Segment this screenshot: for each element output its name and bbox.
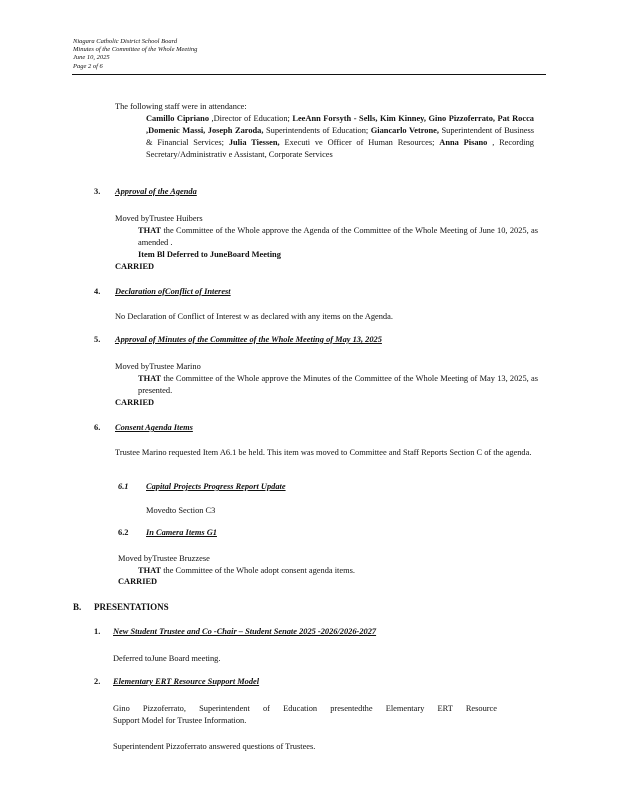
item-5-motion	[138, 373, 538, 397]
section-b-title: PRESENTATIONS	[94, 602, 169, 612]
attendance-superintendents: LeeAnn Forsyth - Sells, Kim Kinney, Gino Pizzoferrato, Pat Rocca ,Domenic Massi, Joseph Zaroda,	[146, 114, 534, 135]
attendance-text: ,Director of Education;	[209, 114, 293, 123]
item-3-carried: CARRIED	[115, 262, 155, 271]
item-6-number: 6.	[94, 423, 101, 432]
attendance-intro: The following staff were in attendance:	[115, 102, 247, 111]
item-3-moved: Moved byTrustee Huibers	[115, 214, 203, 223]
item-6-2-motion	[138, 565, 355, 577]
attendance-text: , Recording Secretary/Administrativ e Assistant, Corporate Services	[146, 138, 534, 159]
presentation-1-number: 1.	[94, 627, 101, 636]
motion-that: THAT	[138, 374, 162, 383]
item-5-number: 5.	[94, 335, 101, 344]
item-4-text: No Declaration of Conflict of Interest w as declared with any items on the Agenda.	[115, 312, 393, 321]
presentation-2-number: 2.	[94, 677, 101, 686]
header-date: June 10, 2025	[73, 54, 110, 62]
item-6-2-moved: Moved byTrustee Bruzzese	[118, 554, 210, 563]
item-3-motion	[138, 225, 538, 249]
presentation-2-text-1: Gino Pizzoferrato, Superintendent of Education presentedthe Elementary ERT Resource	[113, 704, 497, 713]
header-rule	[72, 74, 546, 75]
presentation-1-text: Deferred toJune Board meeting.	[113, 654, 221, 663]
item-6-heading: Consent Agenda Items	[115, 423, 193, 432]
item-5-carried: CARRIED	[115, 398, 155, 407]
presentation-2-text-3: Superintendent Pizzoferrato answered questions of Trustees.	[113, 742, 316, 751]
header-page: Page 2 of 6	[73, 62, 103, 70]
header-board: Niagara Catholic District School Board	[73, 38, 178, 45]
item-3-heading: Approval of the Agenda	[115, 187, 197, 196]
header-meeting: Minutes of the Committee of the Whole Meeting	[73, 46, 198, 54]
item-3-amendment: Item Bl Deferred to JuneBoard Meeting	[138, 250, 281, 259]
item-6-1-number: 6.1	[118, 482, 129, 491]
presentation-1-heading: New Student Trustee and Co -Chair – Student Senate 2025 -2026/2026-2027	[113, 627, 377, 636]
motion-that: THAT	[138, 226, 162, 235]
attendance-director: Camillo Cipriano	[146, 114, 210, 123]
item-4-heading: Declaration ofConflict of Interest	[115, 287, 231, 296]
motion-text: the Committee of the Whole approve the Minutes of the Committee of the Whole Meeting of May 13, 2025, as presented.	[138, 374, 538, 395]
item-6-1-heading: Capital Projects Progress Report Update	[146, 482, 286, 491]
item-3-number: 3.	[94, 187, 101, 196]
attendance-list	[146, 113, 534, 161]
motion-text: the Committee of the Whole adopt consent agenda items.	[161, 566, 355, 575]
item-6-2-number: 6.2	[118, 528, 129, 537]
item-6-2-heading: In Camera Items G1	[146, 528, 217, 537]
attendance-hr: Julia Tiessen,	[228, 138, 280, 147]
presentation-2-text-2: Support Model for Trustee Information.	[113, 716, 247, 725]
item-6-text: Trustee Marino requested Item A6.1 be held. This item was moved to Committee and Staff Reports Section C of the agenda.	[115, 448, 532, 457]
item-5-heading: Approval of Minutes of the Committee of the Whole Meeting of May 13, 2025	[115, 335, 382, 344]
item-4-number: 4.	[94, 287, 101, 296]
page-header	[73, 38, 197, 71]
attendance-secretary: Anna Pisano	[439, 138, 488, 147]
item-5-moved: Moved byTrustee Marino	[115, 362, 201, 371]
attendance-text: Superintendents of Education;	[263, 126, 371, 135]
attendance-text: Executi ve Officer of Human Resources;	[279, 138, 440, 147]
section-b-letter: B.	[73, 602, 82, 612]
item-6-2-carried: CARRIED	[118, 577, 158, 586]
attendance-business: Giancarlo Vetrone,	[370, 126, 439, 135]
motion-that: THAT	[138, 566, 162, 575]
motion-text: the Committee of the Whole approve the Agenda of the Committee of the Whole Meeting of June 10, 2025, as amended .	[138, 226, 538, 247]
item-6-1-text: Movedto Section C3	[146, 506, 216, 515]
attendance-text: Superintendent of Business & Financial Services;	[146, 126, 534, 147]
presentation-2-heading: Elementary ERT Resource Support Model	[113, 677, 260, 686]
